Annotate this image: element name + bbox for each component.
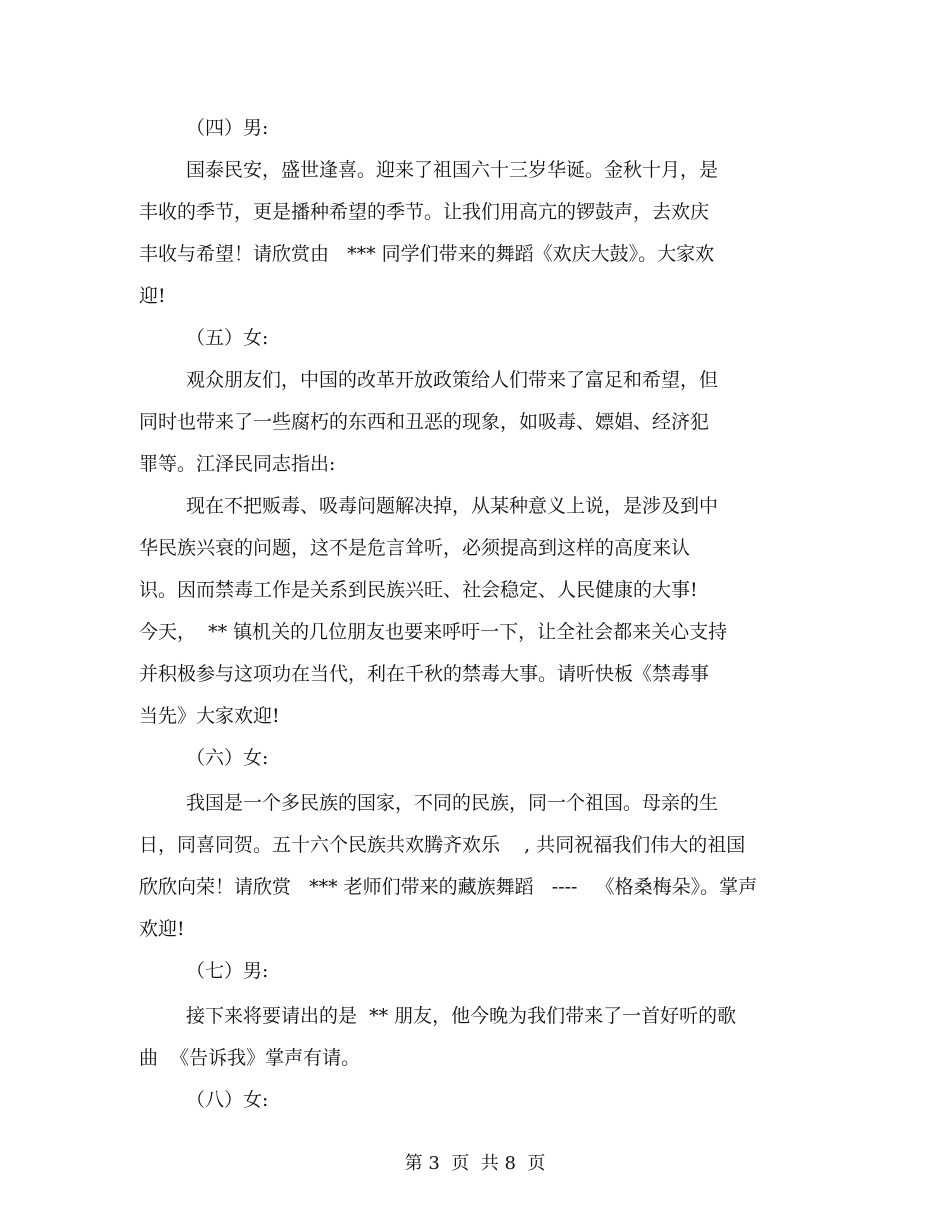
paragraph-line: 欢迎!	[139, 918, 185, 940]
paragraph-line: 日，同喜同贺。五十六个民族共欢腾齐欢乐 , 共同祝福我们伟大的祖国	[139, 834, 746, 856]
heading-eight-female: （八）女:	[186, 1089, 269, 1111]
paragraph-line: 识。因而禁毒工作是关系到民族兴旺、社会稳定、人民健康的大事!	[139, 579, 698, 601]
paragraph-line: 现在不把贩毒、吸毒问题解决掉，从某种意义上说，是涉及到中	[186, 495, 719, 517]
page-number-footer: 第 3 页 共 8 页	[404, 1153, 546, 1174]
heading-six-female: （六）女:	[186, 747, 269, 769]
paragraph-line: 欣欣向荣！请欣赏 *** 老师们带来的藏族舞蹈 ---- 《格桑梅朵》。掌声	[139, 876, 758, 898]
heading-seven-male: （七）男:	[186, 960, 269, 982]
paragraph-line: 同时也带来了一些腐朽的东西和丑恶的现象，如吸毒、嫖娼、经济犯	[139, 411, 710, 433]
paragraph-line: 迎!	[139, 285, 166, 307]
paragraph-line: 丰收的季节，更是播种希望的季节。让我们用高亢的锣鼓声，去欢庆	[139, 201, 710, 223]
heading-four-male: （四）男:	[186, 117, 269, 139]
heading-five-female: （五）女:	[186, 327, 269, 349]
paragraph-line: 罪等。江泽民同志指出:	[139, 453, 336, 475]
paragraph-line: 观众朋友们，中国的改革开放政策给人们带来了富足和希望，但	[186, 369, 719, 391]
paragraph-line: 国泰民安，盛世逢喜。迎来了祖国六十三岁华诞。金秋十月，是	[186, 159, 719, 181]
paragraph-line: 今天， ** 镇机关的几位朋友也要来呼吁一下，让全社会都来关心支持	[139, 621, 728, 643]
paragraph-line: 曲 《告诉我》掌声有请。	[139, 1047, 361, 1069]
paragraph-line: 我国是一个多民族的国家，不同的民族，同一个祖国。母亲的生	[186, 792, 719, 814]
paragraph-line: 并积极参与这项功在当代，利在千秋的禁毒大事。请听快板《禁毒事	[139, 663, 710, 685]
paragraph-line: 接下来将要请出的是 ** 朋友，他今晚为我们带来了一首好听的歌	[186, 1005, 737, 1027]
paragraph-line: 丰收与希望！请欣赏由 *** 同学们带来的舞蹈《欢庆大鼓》。大家欢	[139, 243, 715, 265]
paragraph-line: 当先》大家欢迎!	[139, 705, 280, 727]
paragraph-line: 华民族兴衰的问题，这不是危言耸听，必须提高到这样的高度来认	[139, 537, 691, 559]
